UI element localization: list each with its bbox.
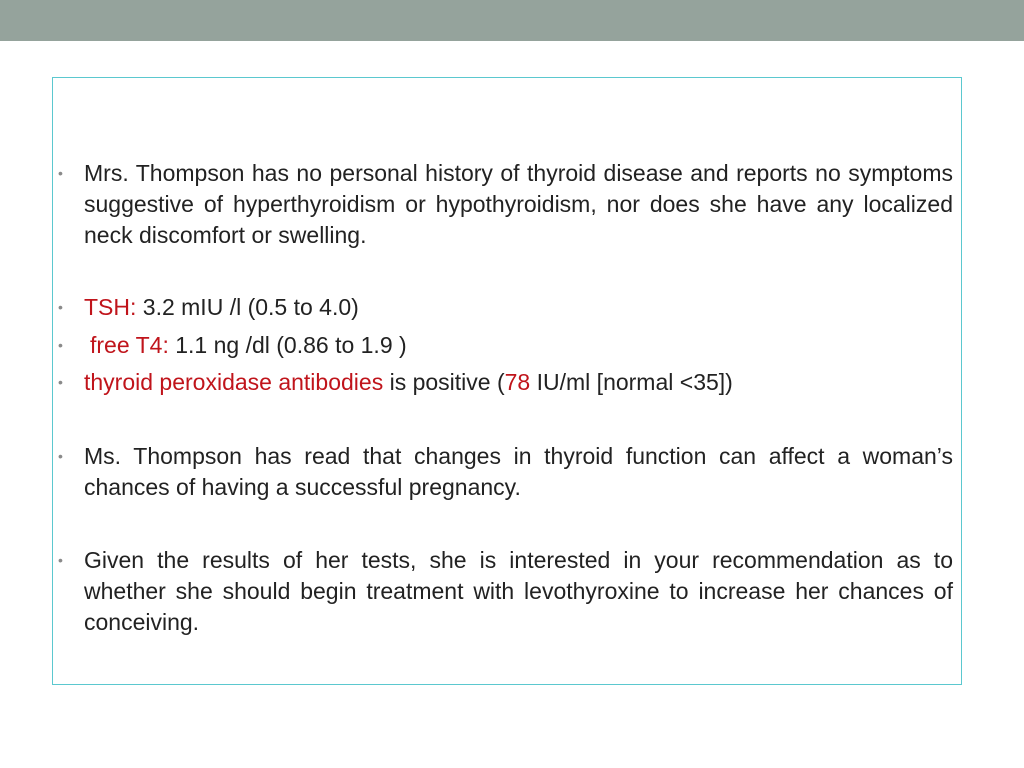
tpo-tail: IU/ml [normal <35]) bbox=[530, 369, 733, 395]
bullet-tsh-text bbox=[84, 292, 953, 323]
bullet-dot: • bbox=[58, 374, 63, 390]
bullet-dot: • bbox=[58, 165, 63, 181]
bullet-dot: • bbox=[58, 552, 63, 568]
bullet-dot: • bbox=[58, 337, 63, 353]
content-box bbox=[52, 77, 962, 685]
free-t4-label: free T4: bbox=[90, 332, 169, 358]
tsh-label: TSH: bbox=[84, 294, 137, 320]
tsh-value: 3.2 mIU /l (0.5 to 4.0) bbox=[136, 294, 359, 320]
header-bar bbox=[0, 0, 1024, 41]
bullet-dot: • bbox=[58, 448, 63, 464]
tpo-label: thyroid peroxidase antibodies bbox=[84, 369, 384, 395]
bullet-recommendation-text: Given the results of her tests, she is interested in your recommendation as to whether she should begin treatment with levothyroxine to increase her chances of conceiving. bbox=[84, 547, 953, 635]
bullet-free-t4-text bbox=[90, 330, 959, 361]
bullet-history-text: Mrs. Thompson has no personal history of thyroid disease and reports no symptoms suggestive of hyperthyroidism or hypothyroidism, nor does she have any localized neck discomfort or swelling. bbox=[84, 160, 953, 248]
bullet-tpo-text bbox=[84, 367, 953, 398]
bullet-dot: • bbox=[58, 299, 63, 315]
tpo-number: 78 bbox=[504, 369, 531, 395]
bullet-pregnancy-text: Ms. Thompson has read that changes in thyroid function can affect a woman’s chances of having a successful pregnancy. bbox=[84, 443, 953, 500]
tpo-mid: is positive ( bbox=[383, 369, 505, 395]
free-t4-value: 1.1 ng /dl (0.86 to 1.9 ) bbox=[168, 332, 407, 358]
